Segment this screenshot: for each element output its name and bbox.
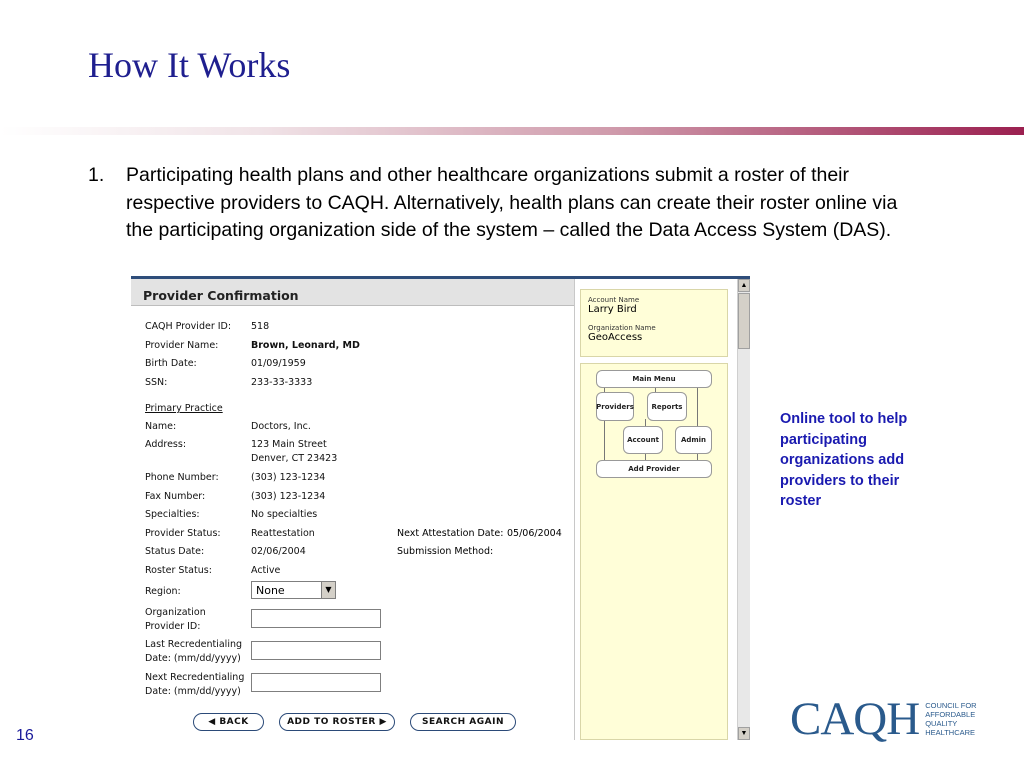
bullet-text: Participating health plans and other healthcare organizations submit a roster of their respective providers to CAQH. Alternatively, health plans can create their roster online via the participating organization side of the system – called the Data Access System (DAS).: [126, 164, 898, 241]
status-date-value: 02/06/2004: [251, 546, 306, 557]
region-selected-value: None: [256, 583, 285, 597]
next-attestation-value: 05/06/2004: [507, 528, 562, 539]
vertical-scrollbar[interactable]: [737, 279, 750, 740]
specialties-label: Specialties:: [145, 509, 200, 520]
form-header: Provider Confirmation: [131, 279, 574, 306]
side-panel: [577, 279, 735, 740]
ssn-label: SSN:: [145, 377, 168, 388]
ssn-value: 233-33-3333: [251, 377, 313, 388]
org-name-label: Organization Name: [588, 324, 656, 332]
fax-label: Fax Number:: [145, 491, 206, 502]
account-name-label: Account Name: [588, 296, 640, 304]
last-recred-input[interactable]: [251, 641, 381, 660]
region-select[interactable]: [251, 581, 336, 599]
title-divider: [0, 127, 1024, 135]
logo-mark: CAQH: [790, 693, 920, 745]
specialties-value: No specialties: [251, 509, 318, 520]
scroll-down-icon[interactable]: ▼: [738, 727, 750, 740]
provider-status-label: Provider Status:: [145, 528, 221, 539]
address-line1: 123 Main Street: [251, 439, 327, 450]
next-recred-input[interactable]: [251, 673, 381, 692]
provider-name-label: Provider Name:: [145, 340, 219, 351]
menu-main[interactable]: Main Menu: [596, 370, 712, 388]
menu-account[interactable]: Account: [623, 426, 663, 454]
search-again-button[interactable]: SEARCH AGAIN: [410, 713, 516, 731]
primary-practice-heading: Primary Practice: [145, 403, 223, 414]
menu-admin[interactable]: Admin: [675, 426, 712, 454]
menu-add-provider[interactable]: Add Provider: [596, 460, 712, 478]
logo-line: QUALITY: [925, 719, 958, 728]
roster-status-value: Active: [251, 565, 281, 576]
page-number: 16: [16, 727, 34, 744]
back-button[interactable]: ◀ BACK: [193, 713, 264, 731]
chevron-down-icon[interactable]: ▼: [321, 582, 335, 598]
submission-method-label: Submission Method:: [397, 546, 494, 557]
slide-title: How It Works: [88, 45, 291, 85]
caqh-logo: [790, 694, 977, 744]
menu-reports[interactable]: Reports: [647, 392, 687, 421]
region-label: Region:: [145, 586, 181, 597]
scroll-up-icon[interactable]: ▲: [738, 279, 750, 292]
provider-name-value: Brown, Leonard, MD: [251, 340, 360, 351]
phone-label: Phone Number:: [145, 472, 219, 483]
status-date-label: Status Date:: [145, 546, 205, 557]
bullet-number: 1.: [88, 164, 105, 186]
roster-status-label: Roster Status:: [145, 565, 212, 576]
practice-name-value: Doctors, Inc.: [251, 421, 311, 432]
last-recred-label: Last Recredentialing Date: (mm/dd/yyyy): [145, 639, 243, 664]
caqh-id-label: CAQH Provider ID:: [145, 321, 232, 332]
birth-date-label: Birth Date:: [145, 358, 197, 369]
org-name-value: GeoAccess: [588, 332, 643, 343]
phone-value: (303) 123-1234: [251, 472, 326, 483]
logo-line: COUNCIL FOR: [925, 701, 977, 710]
logo-line: HEALTHCARE: [925, 728, 976, 737]
logo-line: AFFORDABLE: [925, 710, 976, 719]
menu-connector: [604, 419, 605, 465]
screenshot-window: [131, 276, 750, 740]
next-attestation-label: Next Attestation Date:: [397, 528, 504, 539]
org-provider-id-input[interactable]: [251, 609, 381, 628]
fax-value: (303) 123-1234: [251, 491, 326, 502]
account-info-box: [580, 289, 728, 357]
address-line2: Denver, CT 23423: [251, 453, 338, 464]
account-name-value: Larry Bird: [588, 304, 637, 315]
bullet-item: [88, 162, 928, 245]
provider-status-value: Reattestation: [251, 528, 315, 539]
org-provider-id-label: Organization Provider ID:: [145, 607, 206, 632]
callout-text: Online tool to help participating organizations add providers to their roster: [780, 411, 908, 509]
practice-name-label: Name:: [145, 421, 177, 432]
add-to-roster-button[interactable]: ADD TO ROSTER ▶: [279, 713, 395, 731]
menu-providers[interactable]: Providers: [596, 392, 634, 421]
caqh-id-value: 518: [251, 321, 270, 332]
birth-date-value: 01/09/1959: [251, 358, 306, 369]
logo-tagline: [925, 701, 976, 737]
address-label: Address:: [145, 439, 187, 450]
scrollbar-thumb[interactable]: [738, 293, 750, 349]
next-recred-label: Next Recredentialing Date: (mm/dd/yyyy): [145, 672, 245, 697]
provider-confirmation-panel: [131, 279, 575, 740]
navigation-menu: [580, 363, 728, 740]
